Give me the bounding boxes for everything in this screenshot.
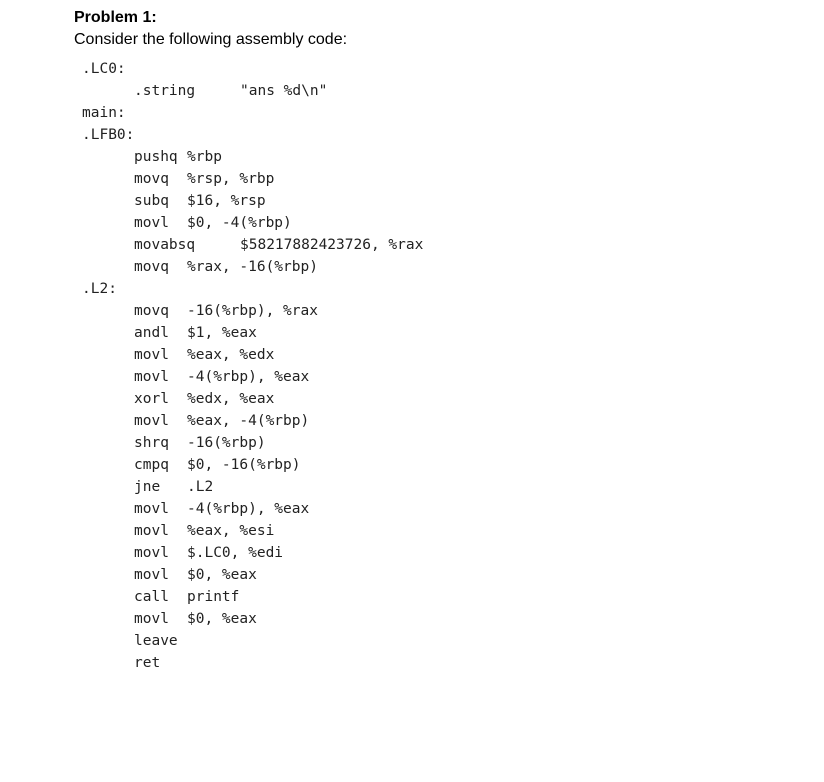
code-instruction: subq (134, 193, 169, 209)
code-operands: $0, %eax (187, 611, 257, 627)
problem-title: Problem 1: (74, 9, 157, 26)
code-instruction: movl (134, 215, 169, 231)
code-instruction: movl (134, 369, 169, 385)
code-instruction: xorl (134, 391, 169, 407)
code-instruction: movl (134, 523, 169, 539)
code-operands: %rax, -16(%rbp) (187, 259, 318, 275)
code-instruction: ret (134, 655, 161, 671)
code-operands: $.LC0, %edi (187, 545, 284, 561)
code-operands: .L2 (187, 479, 214, 495)
code-operands: -16(%rbp) (187, 435, 266, 451)
code-operands: "ans %d\n" (240, 83, 328, 99)
code-instruction: .string (134, 83, 196, 99)
code-operands: -4(%rbp), %eax (187, 369, 310, 385)
code-instruction: shrq (134, 435, 169, 451)
code-operands: $0, -16(%rbp) (187, 457, 301, 473)
code-operands: %eax, %edx (187, 347, 275, 363)
code-instruction: movq (134, 303, 169, 319)
code-label: .L2: (82, 281, 117, 297)
code-operands: $1, %eax (187, 325, 257, 341)
code-operands: %rsp, %rbp (187, 171, 275, 187)
code-instruction: call (134, 589, 169, 605)
code-instruction: pushq (134, 149, 178, 165)
code-label: main: (82, 105, 126, 121)
code-instruction: movl (134, 545, 169, 561)
code-operands: %rbp (187, 149, 222, 165)
code-operands: %eax, -4(%rbp) (187, 413, 310, 429)
code-instruction: movq (134, 171, 169, 187)
code-instruction: cmpq (134, 457, 169, 473)
code-label: .LFB0: (82, 127, 135, 143)
code-operands: %eax, %esi (187, 523, 275, 539)
code-operands: $0, %eax (187, 567, 257, 583)
code-instruction: leave (134, 633, 178, 649)
code-instruction: jne (134, 479, 161, 495)
code-operands: %edx, %eax (187, 391, 275, 407)
code-operands: -16(%rbp), %rax (187, 303, 318, 319)
code-instruction: movl (134, 413, 169, 429)
code-instruction: movl (134, 567, 169, 583)
code-instruction: movl (134, 611, 169, 627)
code-instruction: movabsq (134, 237, 196, 253)
code-operands: $0, -4(%rbp) (187, 215, 292, 231)
code-instruction: andl (134, 325, 169, 341)
code-instruction: movq (134, 259, 169, 275)
code-operands: $16, %rsp (187, 193, 266, 209)
code-instruction: movl (134, 501, 169, 517)
code-instruction: movl (134, 347, 169, 363)
code-label: .LC0: (82, 61, 126, 77)
code-operands: printf (187, 589, 240, 605)
code-operands: $58217882423726, %rax (240, 237, 424, 253)
problem-intro: Consider the following assembly code: (74, 31, 348, 48)
code-operands: -4(%rbp), %eax (187, 501, 310, 517)
